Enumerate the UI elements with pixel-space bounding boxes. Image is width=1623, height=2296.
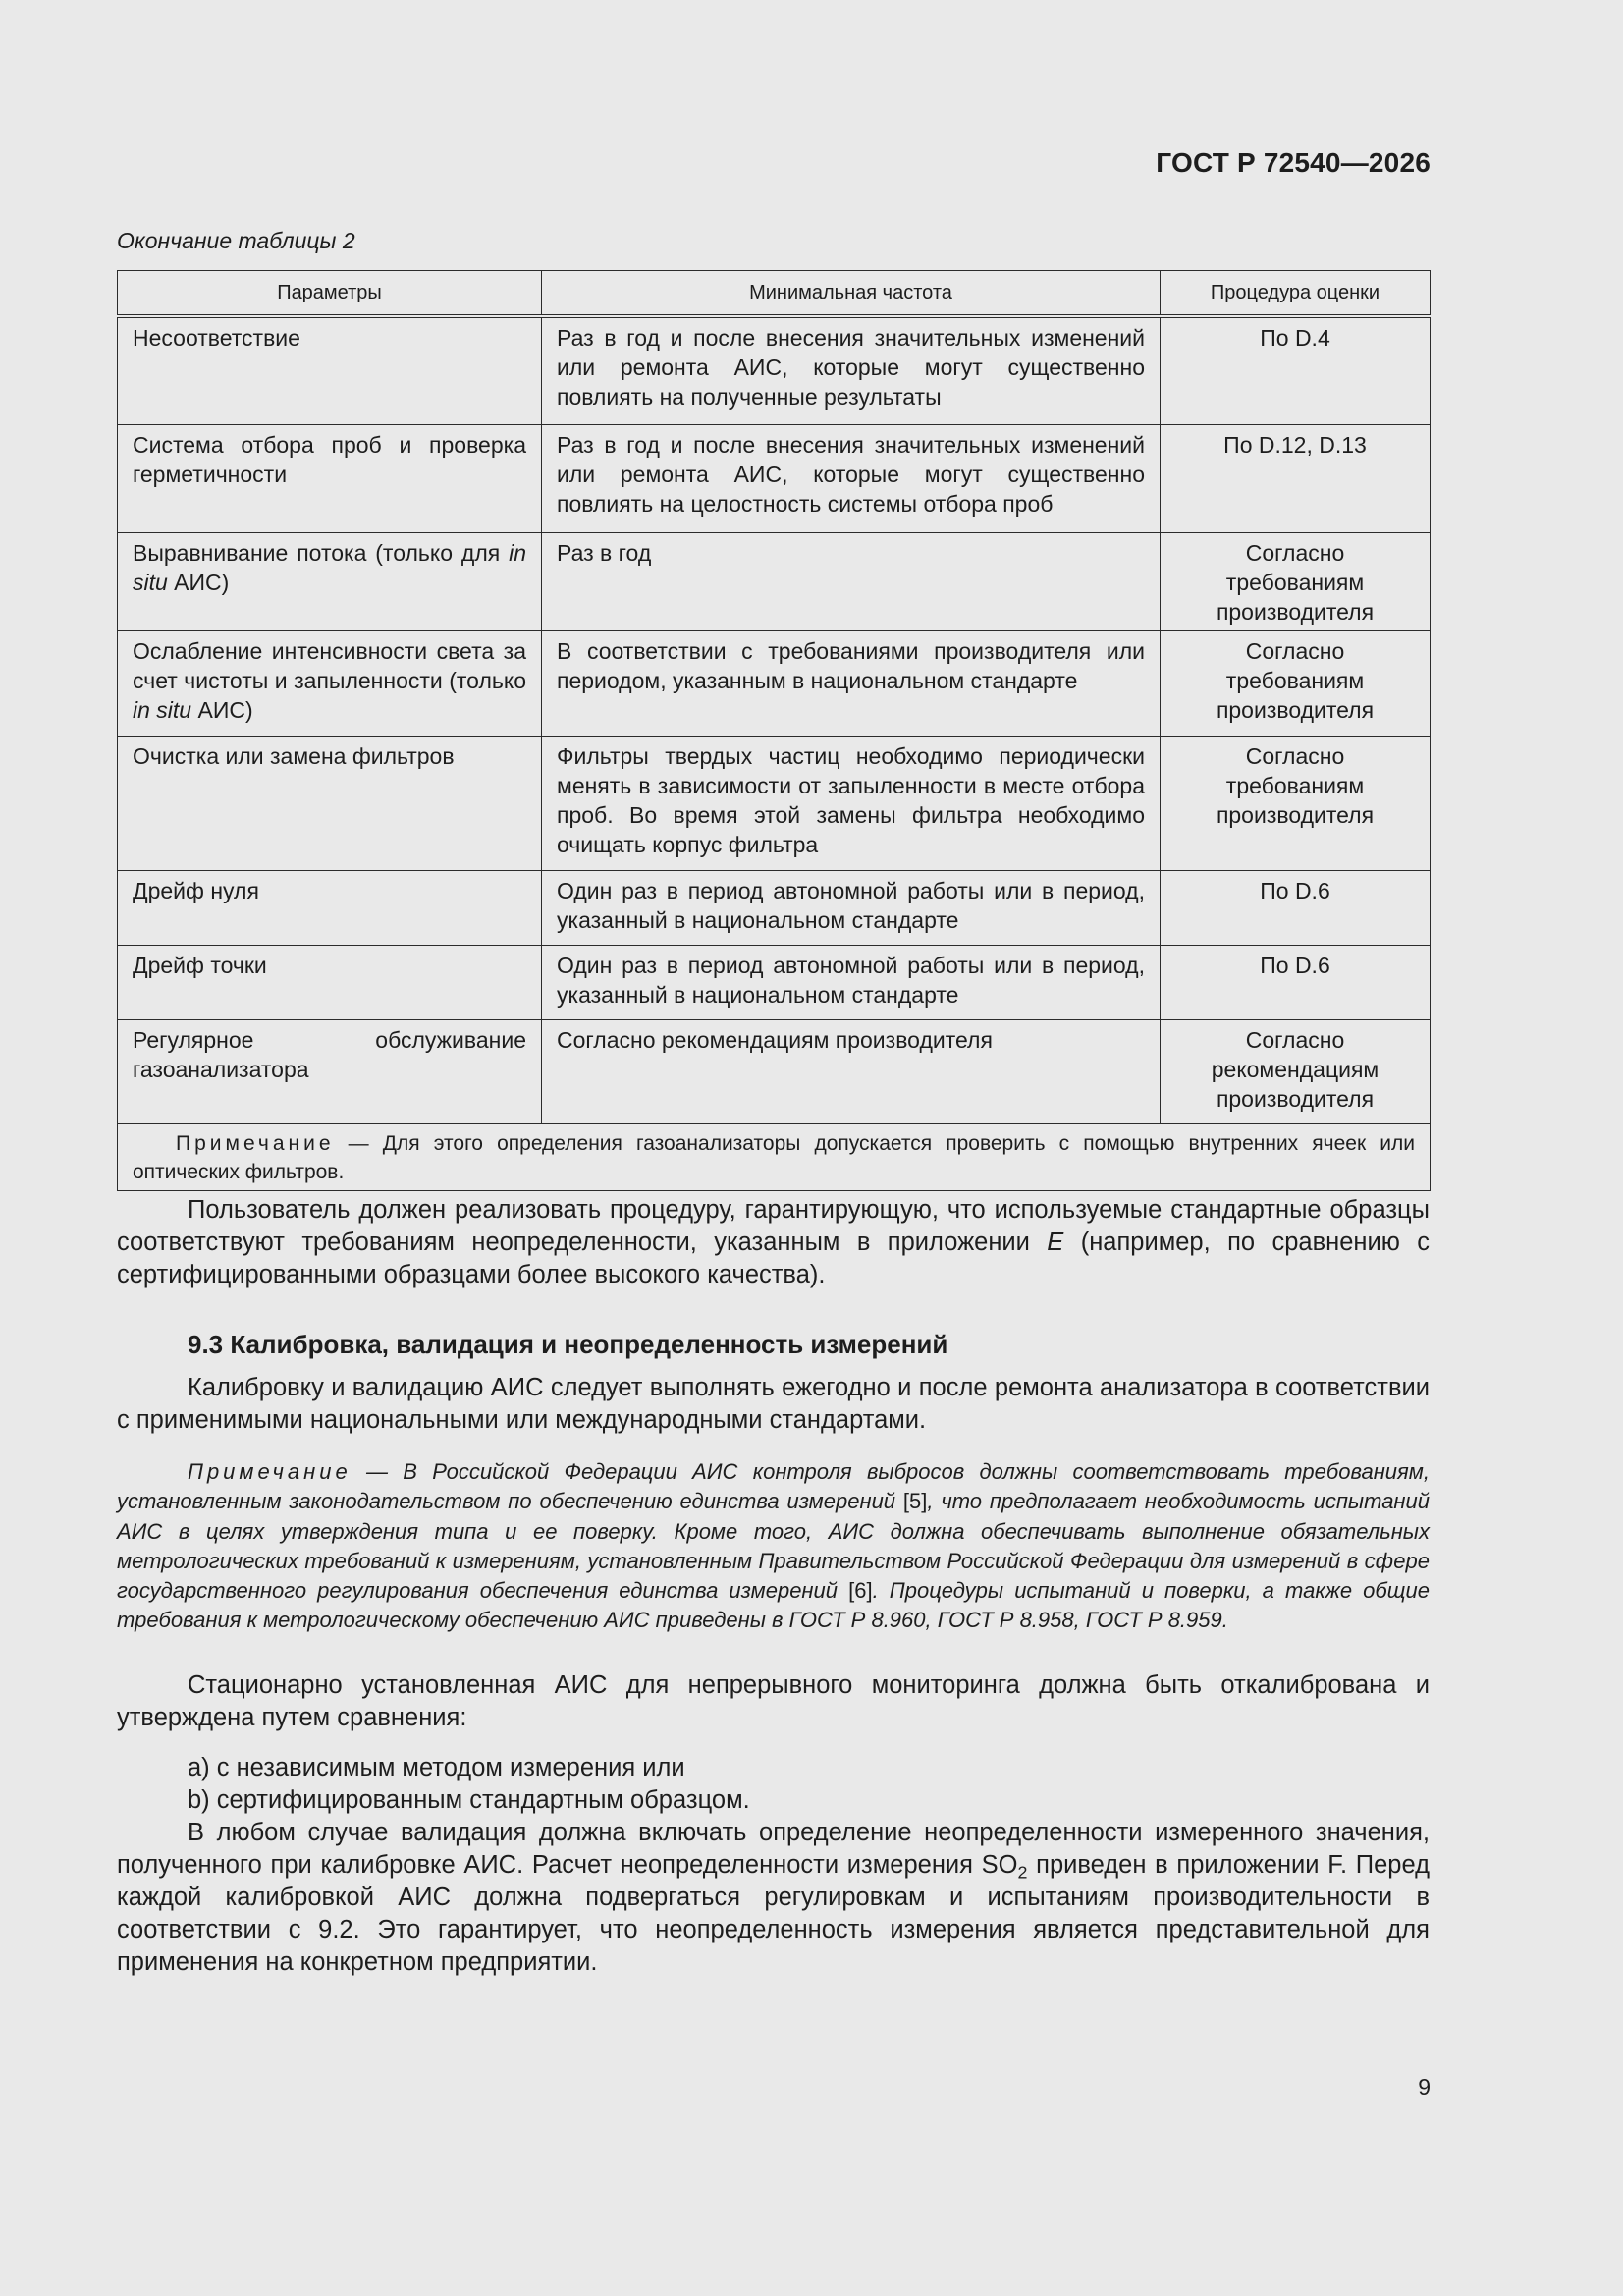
table-row: [118, 870, 1431, 945]
parameter-cell: Система отбора проб и проверка герметичности: [118, 424, 542, 532]
paragraph-stationary-ais: Стационарно установленная АИС для непрерывного мониторинга должна быть откалибрована и утверждена путем сравнения:: [117, 1671, 1430, 1731]
procedure-cell: Согласно требованиям производителя: [1161, 736, 1431, 870]
parameter-cell: Ослабление интенсивности света за счет чистоты и запыленности (только in situ АИС): [118, 630, 542, 736]
procedure-cell: Согласно требованиям производителя: [1161, 630, 1431, 736]
section-heading: 9.3 Калибровка, валидация и неопределенность измерений: [188, 1330, 948, 1359]
list-item: a) с независимым методом измерения или: [188, 1754, 685, 1781]
table-row: [118, 736, 1431, 870]
frequency-cell: Один раз в период автономной работы или в период, указанный в национальном стандарте: [542, 945, 1161, 1019]
frequency-cell: Раз в год и после внесения значительных изменений или ремонта АИС, которые могут существенно повлиять на полученные результаты: [542, 316, 1161, 424]
frequency-cell: Фильтры твердых частиц необходимо периодически менять в зависимости от запыленности в месте отбора проб. Во время этой замены фильтра необходимо очищать корпус фильтра: [542, 736, 1161, 870]
parameters-table: [117, 270, 1431, 1191]
parameter-cell: Дрейф нуля: [118, 870, 542, 945]
parameter-cell: Несоответствие: [118, 316, 542, 424]
frequency-cell: Согласно рекомендациям производителя: [542, 1019, 1161, 1123]
procedure-cell: Согласно требованиям производителя: [1161, 532, 1431, 630]
column-header: Минимальная частота: [542, 271, 1161, 317]
column-header: Процедура оценки: [1161, 271, 1431, 317]
frequency-cell: Раз в год и после внесения значительных изменений или ремонта АИС, которые могут существенно повлиять на целостность системы отбора проб: [542, 424, 1161, 532]
procedure-cell: По D.6: [1161, 870, 1431, 945]
table-caption: Окончание таблицы 2: [117, 228, 355, 253]
procedure-cell: По D.6: [1161, 945, 1431, 1019]
paragraph-standard-samples: Пользователь должен реализовать процедуру, гарантирующую, что используемые стандартные образцы соответствуют требованиям неопределенности, указанным в приложении E (например, по сравнению с сертифицированными образцами более высокого качества).: [117, 1196, 1430, 1288]
table-row: [118, 1019, 1431, 1123]
table-row: [118, 532, 1431, 630]
procedure-cell: По D.12, D.13: [1161, 424, 1431, 532]
paragraph-validation: В любом случае валидация должна включать определение неопределенности измеренного значения, полученного при калибровке АИС. Расчет неопределенности измерения $SO_2$ приведен в приложении F. Перед каждой калибровкой АИС должна подвергаться регулировкам и испытаниям производительности в соответствии с 9.2. Это гарантирует, что неопределенность измерения является представительной для применения на конкретном предприятии.: [117, 1819, 1430, 1976]
note-regulation: Примечание — В Российской Федерации АИС контроля выбросов должны соответствовать требованиям, установленным законодательством по обеспечению единства измерений [5], что предполагает необходимость испытаний АИС в целях утверждения типа и ее поверку. Кроме того, АИС должна обеспечивать выполнение обязательных метрологических требований к измерениям, установленным Правительством Российской Федерации для измерений в сфере государственного регулирования обеспечения единства измерений [6]. Процедуры испытаний и поверки, а также общие требования к метрологическому обеспечению АИС приведены в ГОСТ Р 8.960, ГОСТ Р 8.958, ГОСТ Р 8.959.: [117, 1459, 1431, 1633]
page-number: 9: [1418, 2074, 1431, 2100]
list-item: b) сертифицированным стандартным образцом.: [188, 1786, 750, 1814]
frequency-cell: В соответствии с требованиями производителя или периодом, указанным в национальном стандарте: [542, 630, 1161, 736]
document-id: ГОСТ Р 72540—2026: [1156, 147, 1431, 178]
column-header: Параметры: [118, 271, 542, 317]
table-row: [118, 424, 1431, 532]
procedure-cell: Согласно рекомендациям производителя: [1161, 1019, 1431, 1123]
parameter-cell: Очистка или замена фильтров: [118, 736, 542, 870]
parameter-cell: Выравнивание потока (только для in situ АИС): [118, 532, 542, 630]
frequency-cell: Раз в год: [542, 532, 1161, 630]
parameter-cell: Регулярное обслуживание газоанализатора: [118, 1019, 542, 1123]
procedure-cell: По D.4: [1161, 316, 1431, 424]
table-row: [118, 316, 1431, 424]
table-header-row: [118, 271, 1431, 317]
table-row: [118, 945, 1431, 1019]
parameter-cell: Дрейф точки: [118, 945, 542, 1019]
table-note-row: [118, 1123, 1431, 1190]
frequency-cell: Один раз в период автономной работы или в период, указанный в национальном стандарте: [542, 870, 1161, 945]
table-note: Примечание — Для этого определения газоанализаторы допускается проверить с помощью внутренних ячеек или оптических фильтров.: [118, 1123, 1431, 1190]
table-row: [118, 630, 1431, 736]
paragraph-calibration: Калибровку и валидацию АИС следует выполнять ежегодно и после ремонта анализатора в соответствии с применимыми национальными или международными стандартами.: [117, 1374, 1430, 1434]
